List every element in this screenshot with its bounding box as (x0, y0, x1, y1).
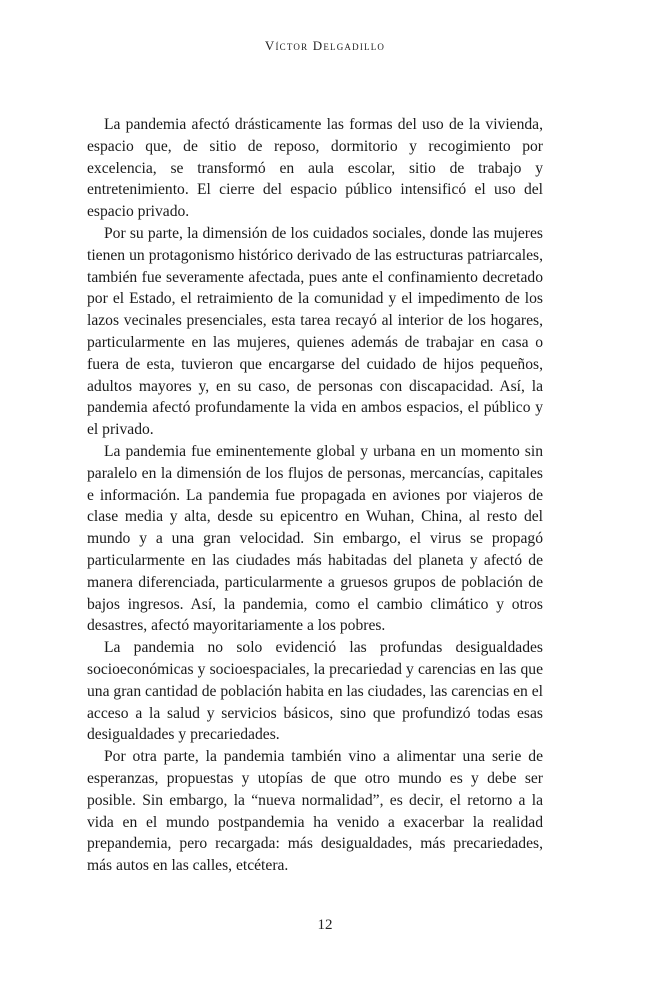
paragraph-esperanzas: Por otra parte, la pandemia también vino a alimentar una serie de esperanzas, propuestas y utopías de que otro mundo es y debe ser posible. Sin embargo, la “nueva normalidad”, es decir, el retorno a la vida en el mundo postpandemia ha venido a exacerbar la realidad prepandemia, pero recargada: más desigualdades, más precariedades, más autos en las calles, etcétera. (87, 748, 543, 875)
paragraph-vivienda: La pandemia afectó drásticamente las formas del uso de la vivienda, espacio que, de sitio de reposo, dormitorio y recogimiento por excelencia, se transformó en aula escolar, sitio de trabajo y entretenimiento. El cierre del espacio público intensificó el uso del espacio privado. (87, 116, 543, 221)
body-text (87, 114, 543, 877)
paragraph-desigualdades: La pandemia no solo evidenció las profundas desigualdades socioeconómicas y socioespaciales, la precariedad y carencias en las que una gran cantidad de población habita en las ciudades, las carencias en el acceso a la salud y servicios básicos, sino que profundizó todas esas desigualdades y precariedades. (87, 639, 543, 744)
running-header: Víctor Delgadillo (264, 38, 386, 53)
page-number: 12 (317, 917, 333, 933)
paragraph-global-urbana: La pandemia fue eminentemente global y urbana en un momento sin paralelo en la dimensión de los flujos de personas, mercancías, capitales e información. La pandemia fue propagada en aviones por viajeros de clase media y alta, desde su epicentro en Wuhan, China, al resto del mundo y a una gran velocidad. Sin embargo, el virus se propagó particularmente en las ciudades más habitadas del planeta y afectó de manera diferenciada, particularmente a gruesos grupos de población de bajos ingresos. Así, la pandemia, como el cambio climático y otros desastres, afectó mayoritariamente a los pobres. (87, 442, 543, 635)
paragraph-cuidados: Por su parte, la dimensión de los cuidados sociales, donde las mujeres tienen un protagonismo histórico derivado de las estructuras patriarcales, también fue severamente afectada, pues ante el confinamiento decretado por el Estado, el retraimiento de la comunidad y el impedimento de los lazos vecinales presenciales, esta tarea recayó al interior de los hogares, particularmente en las mujeres, quienes además de trabajar en casa o fuera de esta, tuvieron que encargarse del cuidado de hijos pequeños, adultos mayores y, en su caso, de personas con discapacidad. Así, la pandemia afectó profundamente la vida en ambos espacios, el público y el privado. (87, 224, 543, 439)
